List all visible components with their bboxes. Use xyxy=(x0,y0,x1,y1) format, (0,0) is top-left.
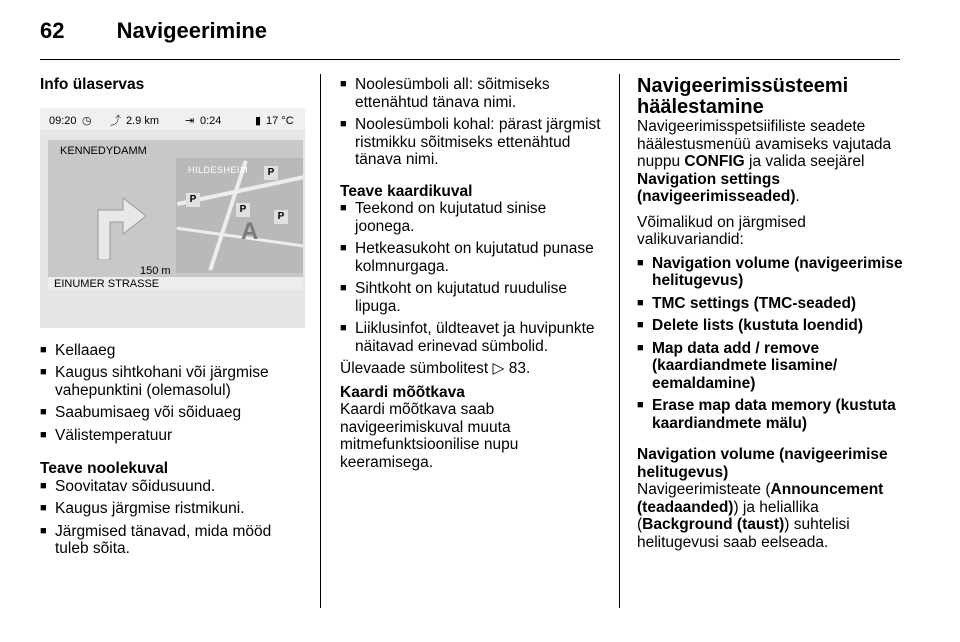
nav-volume-paragraph xyxy=(637,481,905,551)
page-header xyxy=(40,18,267,44)
option-item: ■ TMC settings (TMC-seaded) xyxy=(637,295,905,313)
map-scale-paragraph: Kaardi mõõtkava saab navigeerimiskuval muuta mitmefunktsioonilise nupu keeramisega. xyxy=(340,401,519,471)
navigation-screen-image xyxy=(40,108,305,328)
list-item: ■ Kaugus järgmise ristmikuni. xyxy=(40,500,305,518)
route-icon: ⤴ xyxy=(110,114,121,127)
column-3 xyxy=(637,76,905,551)
intro-text: ja valida seejärel xyxy=(744,153,865,170)
screen-status-bar xyxy=(40,108,305,130)
map-road xyxy=(176,226,303,248)
screen-distance: 2.9 km xyxy=(126,114,160,127)
parking-icon: P xyxy=(186,193,200,207)
intro-text: . xyxy=(795,188,800,205)
screen-display xyxy=(48,140,303,290)
parking-icon: P xyxy=(264,166,278,180)
list-item: ■ Noolesümboli all: sõitmiseks ettenähtud tänava nimi. xyxy=(340,76,608,111)
turn-arrow-icon xyxy=(78,180,148,260)
list-item: ■ Välistemperatuur xyxy=(40,427,305,445)
section-heading-arrow-view: Teave noolekuval xyxy=(40,460,169,477)
list-item: ■ Teekond on kujutatud sinise joonega. xyxy=(340,200,608,235)
parking-icon: P xyxy=(274,210,288,224)
list-item: ■ Soovitatav sõidusuund. xyxy=(40,478,305,496)
column-divider-1 xyxy=(320,74,321,608)
background-label: Background (taust) xyxy=(642,516,785,533)
list-item: ■ Sihtkoht on kujutatud ruudulise lipuga. xyxy=(340,280,608,315)
info-list xyxy=(40,342,305,445)
symbol-overview-text xyxy=(340,360,608,378)
column-2 xyxy=(340,76,608,471)
section-heading-nav-settings: Navigeerimissüsteemi häälestamine xyxy=(637,75,849,118)
option-item: ■ Navigation volume (navigeerimise helitugevus) xyxy=(637,255,905,290)
turn-distance: 150 m xyxy=(140,264,171,277)
clock-icon: ◷ xyxy=(82,114,92,127)
arrow-view-list xyxy=(40,478,305,558)
nav-settings-label: Navigation settings (navigeerimisseaded) xyxy=(637,170,796,205)
column-divider-2 xyxy=(619,74,620,608)
street-name-top: KENNEDYDAMM xyxy=(60,144,147,157)
section-heading-top-info: Info ülaservas xyxy=(40,76,145,93)
section-heading-map-view: Teave kaardikuval xyxy=(340,182,473,200)
map-view-list xyxy=(340,200,608,355)
option-item: ■ Erase map data memory (kustuta kaardiandmete mälu) xyxy=(637,397,905,432)
screen-arrival: 0:24 xyxy=(200,114,222,127)
section-heading-map-scale: Kaardi mõõtkava xyxy=(340,383,465,401)
map-city-label: HILDESHEIM xyxy=(188,164,249,175)
parking-icon: P xyxy=(236,203,250,217)
list-item: ■ Järgmised tänavad, mida mööd tuleb sõita. xyxy=(40,523,305,558)
option-item: ■ Map data add / remove (kaardiandmete lisamine/ eemaldamine) xyxy=(637,340,905,393)
arrival-icon: ⇥ xyxy=(185,114,195,127)
column-1 xyxy=(40,76,305,563)
config-button-label: CONFIG xyxy=(684,153,745,170)
screen-temperature: 17 °C xyxy=(266,114,294,127)
screen-time: 09:20 xyxy=(49,114,77,127)
nav-settings-intro xyxy=(637,118,905,206)
options-intro: Võimalikud on järgmised valikuvariandid: xyxy=(637,213,806,248)
thermometer-icon: ▮ xyxy=(255,114,262,127)
announcement-label: Announcement (teadaanded) xyxy=(637,481,884,516)
section-heading-nav-volume: Navigation volume (navigeerimise helitugevus) xyxy=(637,446,888,481)
list-item: ■ Noolesümboli kohal: pärast järgmist ristmikku sõitmiseks ettenähtud tänava nimi. xyxy=(340,116,608,169)
list-item: ■ Kaugus sihtkohani või järgmise vahepunktini (olemasolul) xyxy=(40,364,305,399)
list-item: ■ Hetkeasukoht on kujutatud punase kolmnurgaga. xyxy=(340,240,608,275)
volume-text: ) ja heliallika ( xyxy=(637,498,819,533)
page-title: Navigeerimine xyxy=(116,18,268,43)
street-name-bottom: EINUMER STRASSE xyxy=(48,277,303,290)
volume-text: ) suhtelisi helitugevusi saab eelseada. xyxy=(637,516,850,551)
page-number: 62 xyxy=(40,18,65,43)
list-item: ■ Liiklusinfot, üldteavet ja huvipunkte näitavad erinevad sümbolid. xyxy=(340,320,608,355)
header-divider xyxy=(40,59,900,60)
option-item: ■ Delete lists (kustuta loendid) xyxy=(637,317,905,335)
destination-marker: A xyxy=(241,217,259,245)
arrow-symbol-list xyxy=(340,76,608,169)
volume-text: Navigeerimisteate ( xyxy=(637,481,771,498)
overview-label: Ülevaade sümbolitest xyxy=(340,360,493,377)
list-item: ■ Saabumisaeg või sõiduaeg xyxy=(40,404,305,422)
options-list xyxy=(637,255,905,433)
intro-text: Navigeerimisspetsiifiliste seadete häälestusmenüü avamiseks vajutada nuppu xyxy=(637,118,892,170)
page-reference-link[interactable]: ▷ 83. xyxy=(492,360,531,377)
list-item: ■ Kellaaeg xyxy=(40,342,305,360)
